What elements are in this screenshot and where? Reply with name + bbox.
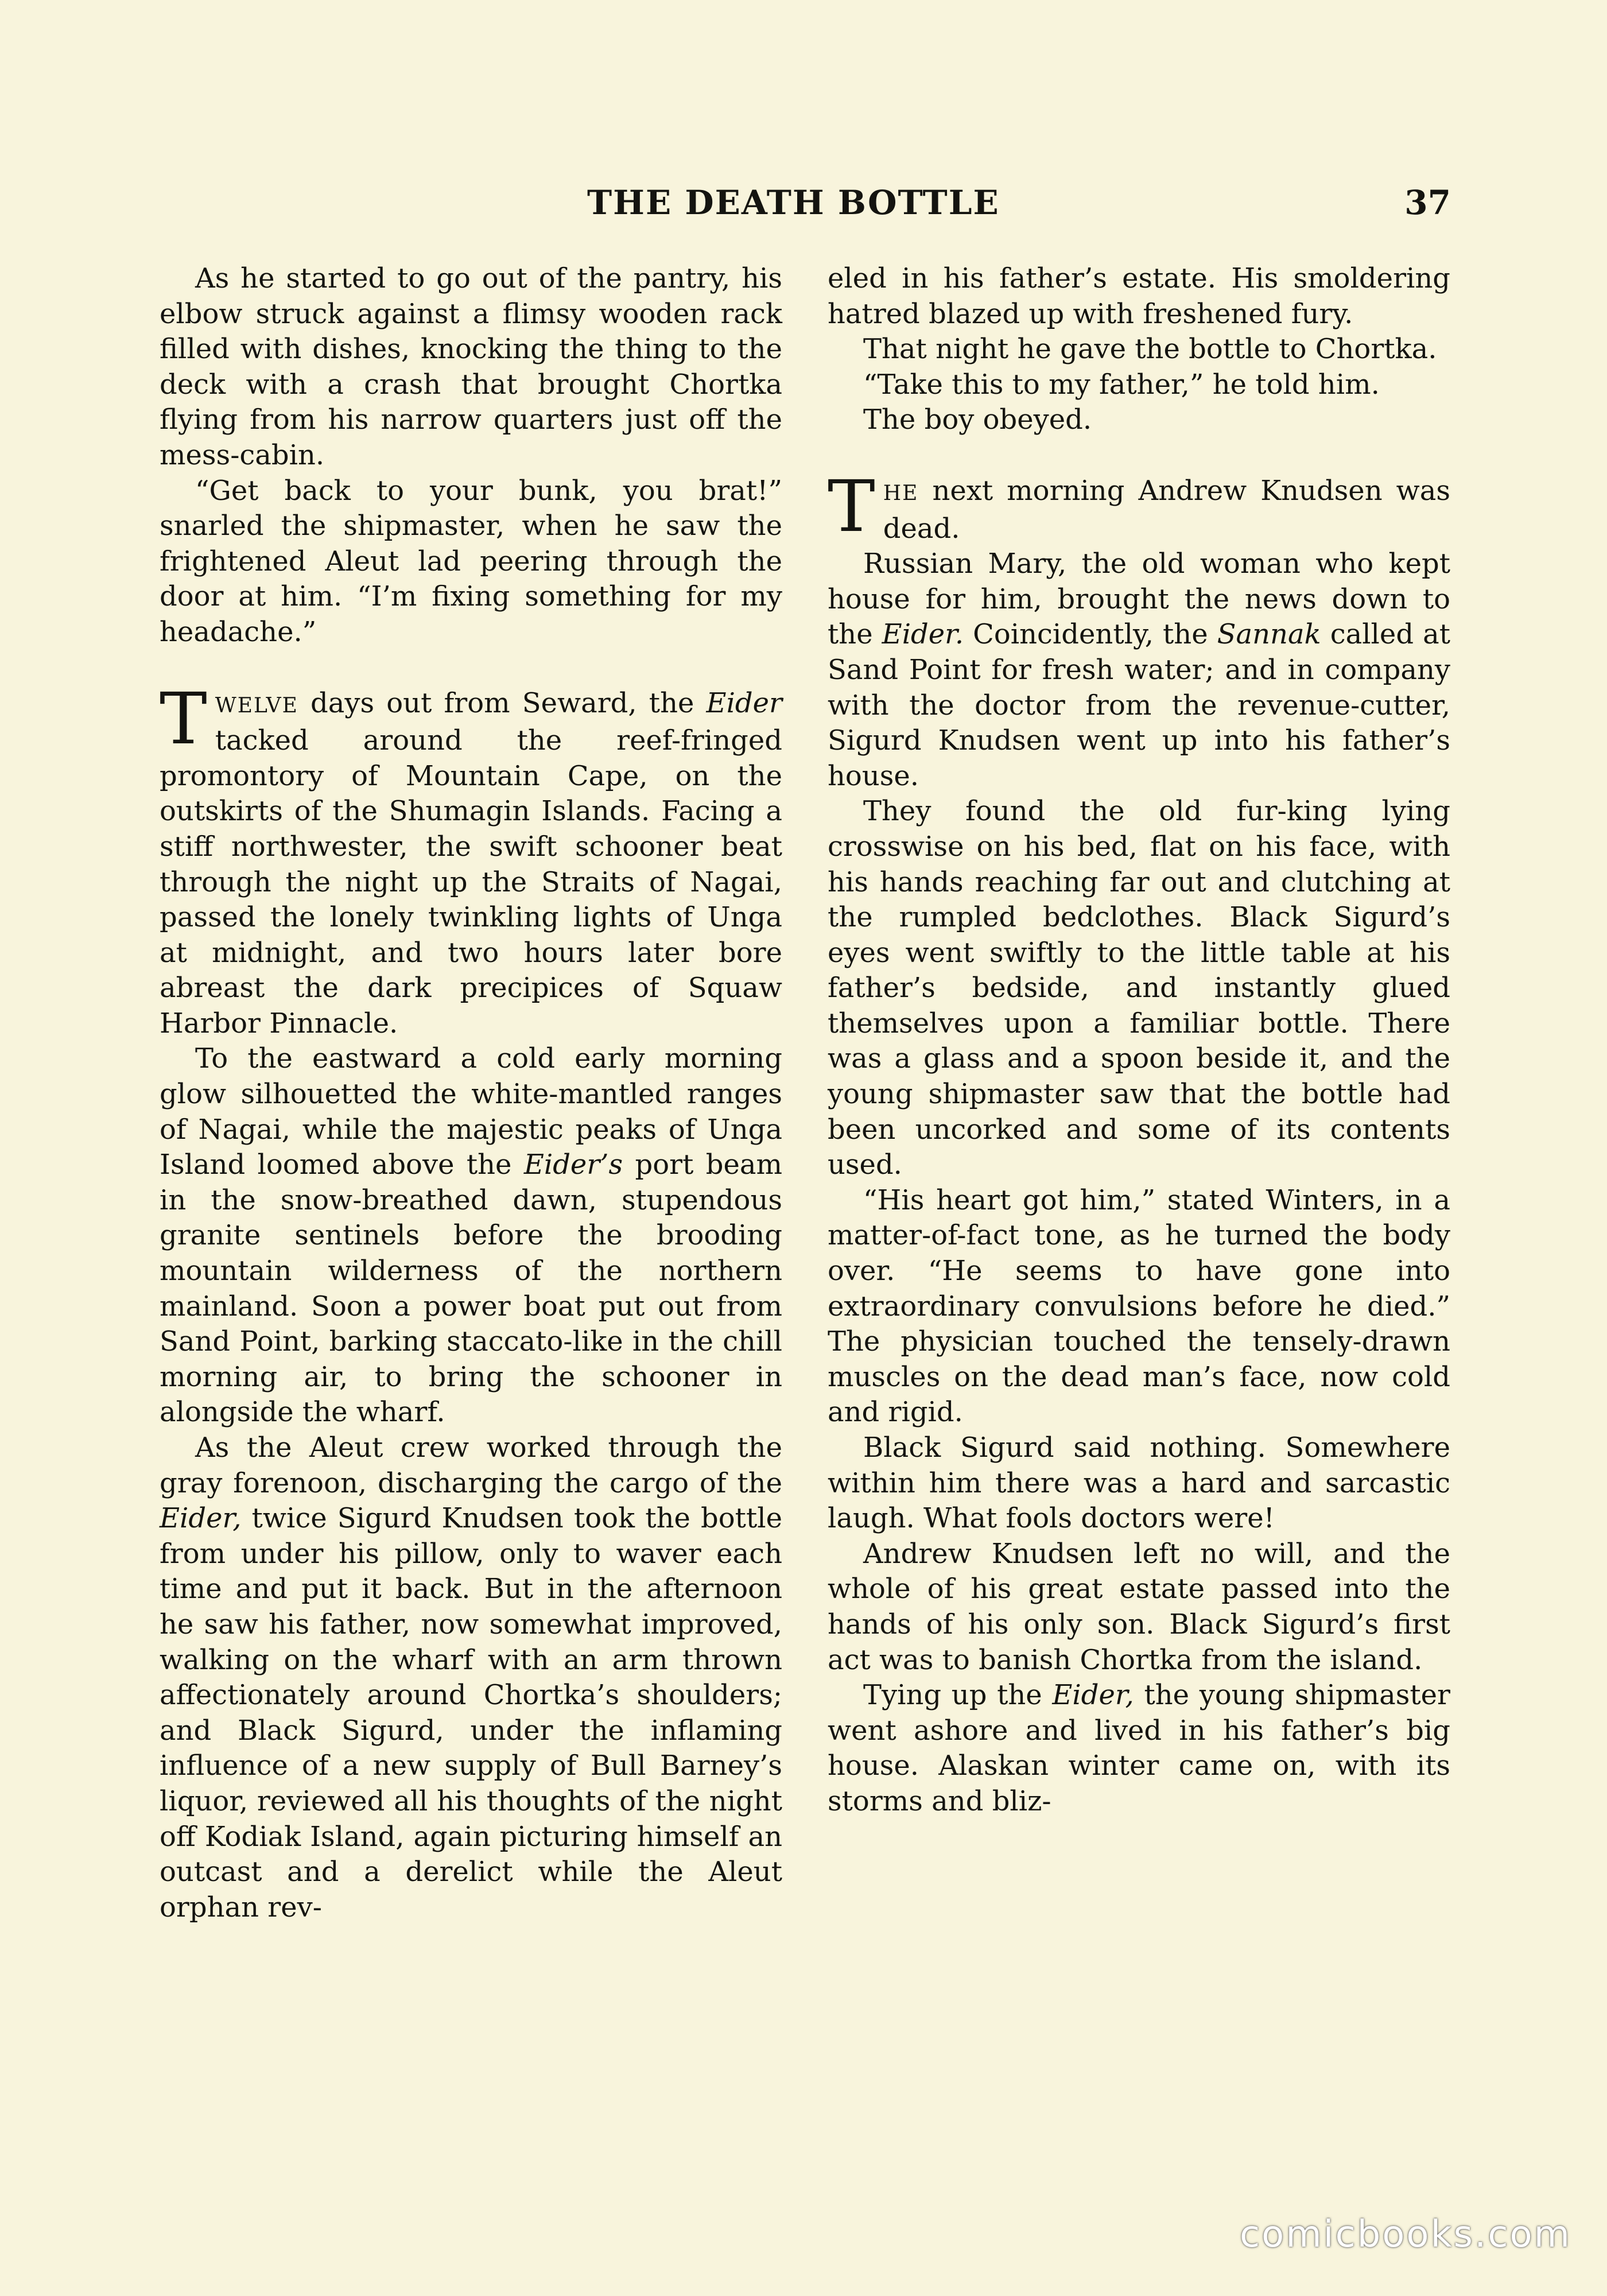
- ship-name: Eider: [706, 687, 782, 719]
- paragraph-continued: eled in his father’s estate. His smoldering hatred blazed up with freshened fury.: [828, 262, 1450, 330]
- paragraph: They found the old fur-king lying crosswise on his bed, flat on his face, with his hands reaching far out and clutching at the rumpled bedclothes. Black Sigurd’s eyes went swiftly to the little table at his father’s bedside, and instantly glued themselves upon a familiar bottle. There was a glass and a spoon beside it, and the young shipmaster saw that the bottle had been uncorked and some of its contents used.: [828, 795, 1450, 1181]
- left-column: [160, 261, 782, 1925]
- paragraph: “Get back to your bunk, you brat!” snarled the shipmaster, when he saw the frightened Aleut lad peering through the door at him. “I’m fixing something for my headache.”: [160, 474, 782, 648]
- text-run: next morning Andrew Knudsen was dead.: [883, 474, 1450, 545]
- text-run: Tying up the: [863, 1679, 1053, 1712]
- ship-name: Sannak: [1217, 618, 1321, 651]
- small-caps-word: WELVE: [215, 693, 298, 718]
- ship-name: Eider.: [882, 618, 964, 651]
- section-paragraph: [828, 465, 1450, 548]
- drop-cap: T: [160, 677, 207, 761]
- paragraph: That night he gave the bottle to Chortka.: [863, 333, 1437, 366]
- paragraph: As he started to go out of the pantry, his elbow struck against a flimsy wooden rack filled with dishes, knocking the thing to the deck with a crash that brought Chortka flying from his narrow quarters just off the mess-cabin.: [160, 262, 782, 471]
- paragraph: [828, 1678, 1450, 1819]
- text-run: twice Sigurd Knudsen took the bottle from under his pillow, only to waver each time and put it back. But in the afternoon he saw his father, now somewhat improved, walking on the wharf with an arm thrown affectionately around Chortka’s shoulders; and Black Sigurd, under the inflaming influence of a new supply of Bull Barney’s liquor, reviewed all his thoughts of the night off Kodiak Island, again picturing himself an outcast and a derelict while the Aleut orphan rev-: [160, 1502, 782, 1923]
- paragraph: [160, 1430, 782, 1925]
- text-run: Coincidently, the: [964, 618, 1217, 651]
- text-run: As the Aleut crew worked through the gray forenoon, discharging the cargo of the: [160, 1432, 782, 1499]
- page-number: 37: [1404, 183, 1451, 222]
- right-column: [828, 261, 1450, 1820]
- section-paragraph: [160, 677, 782, 1042]
- paragraph: [160, 1041, 782, 1430]
- drop-cap: T: [828, 465, 875, 548]
- text-run: days out from Seward, the: [298, 687, 707, 719]
- text-run: called at Sand Point for fresh water; and in company with the doctor from the revenue-cutter, Sigurd Knudsen went up into his father’s house.: [828, 618, 1450, 792]
- paragraph: [828, 546, 1450, 794]
- paragraph: The boy obeyed.: [863, 404, 1092, 436]
- ship-name: Eider,: [1052, 1679, 1134, 1712]
- paragraph: Black Sigurd said nothing. Somewhere within him there was a hard and sarcastic laugh. What fools doctors were!: [828, 1432, 1450, 1535]
- ship-name: Eider’s: [523, 1149, 623, 1181]
- text-run: To the eastward a cold early morning glow silhouetted the white-mantled ranges of Nagai, while the majestic peaks of Unga Island loomed above the: [160, 1042, 782, 1181]
- paragraph: “His heart got him,” stated Winters, in a matter-of-fact tone, as he turned the body over. “He seems to have gone into extraordinary convulsions before he died.” The physician touched the tensely-drawn muscles on the dead man’s face, now cold and rigid.: [828, 1184, 1450, 1429]
- paragraph: Andrew Knudsen left no will, and the whole of his great estate passed into the hands of his only son. Black Sigurd’s first act was to banish Chortka from the island.: [828, 1537, 1450, 1676]
- ship-name: Eider,: [160, 1502, 242, 1535]
- text-run: Russian Mary, the old woman who kept house for him, brought the news down to the: [828, 548, 1450, 651]
- text-run: tacked around the reef-fringed promontory of Mountain Cape, on the outskirts of the Shumagin Islands. Facing a stiff northwester, the swift schooner beat through the night up the Straits of Nagai, passed the lonely twinkling lights of Unga at midnight, and two hours later bore abreast the dark precipices of Squaw Harbor Pinnacle.: [160, 724, 782, 1040]
- running-title: THE DEATH BOTTLE: [587, 183, 1000, 222]
- page-header: [0, 172, 1607, 235]
- watermark: comicbooks.com: [1239, 2213, 1571, 2256]
- small-caps-word: HE: [883, 481, 919, 505]
- text-run: port beam in the snow-breathed dawn, stupendous granite sentinels before the brooding mountain wilderness of the northern mainland. Soon a power boat put out from Sand Point, barking staccato-like in the chill morning air, to bring the schooner in alongside the wharf.: [160, 1149, 783, 1429]
- paragraph: “Take this to my father,” he told him.: [863, 368, 1380, 401]
- text-run: the young shipmaster went ashore and lived in his father’s big house. Alaskan winter came on, with its storms and bliz-: [828, 1679, 1450, 1817]
